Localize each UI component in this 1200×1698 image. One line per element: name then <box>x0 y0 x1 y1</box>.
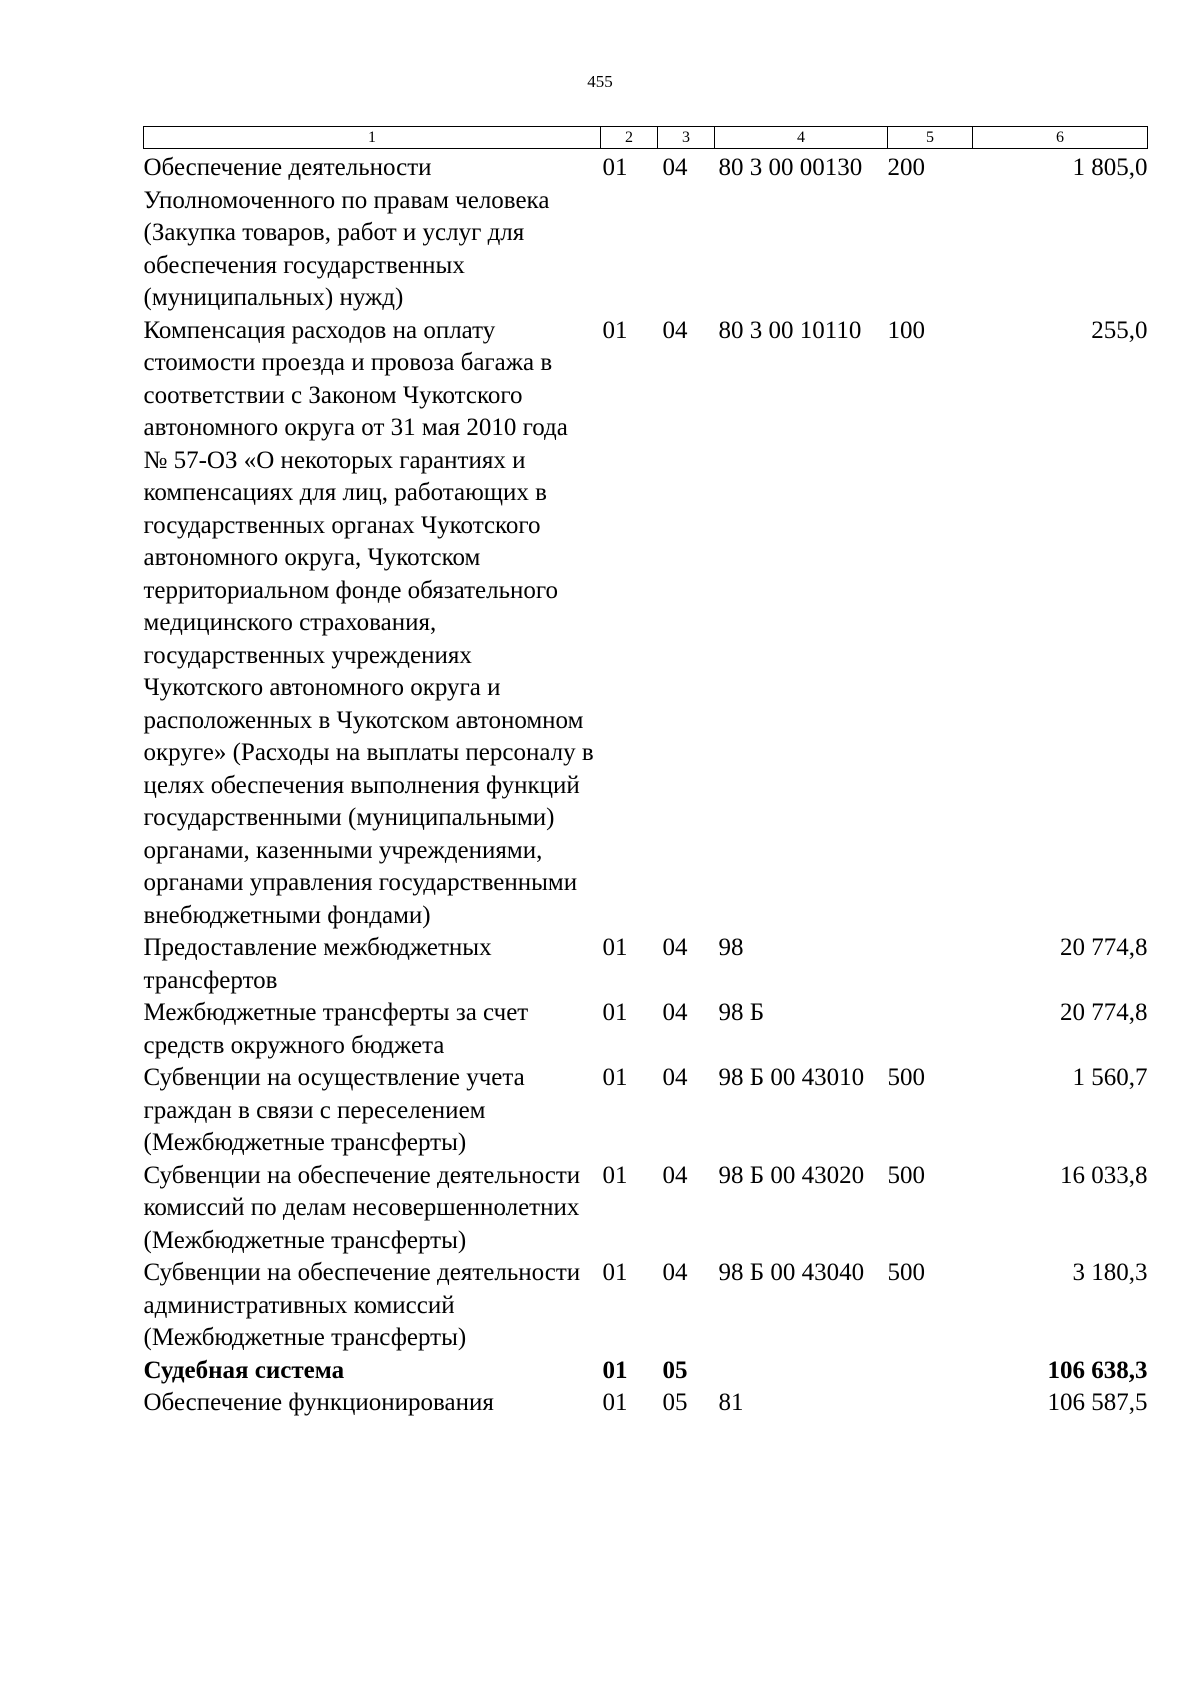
row-amount: 255,0 <box>1091 316 1148 344</box>
header-col-2: 2 <box>601 127 658 149</box>
table-row <box>144 1387 1148 1420</box>
row-amount: 106 638,3 <box>1047 1356 1148 1384</box>
row-name: Субвенции на обеспечение деятельности комиссий по делам несовершеннолетних (Межбюджетные трансферты) <box>143 1161 581 1254</box>
row-name: Обеспечение деятельности Уполномоченного по правам человека (Закупка товаров, работ и услуг для обеспечения государственных (муниципальных) нужд) <box>143 154 550 311</box>
row-subsection-code: 04 <box>662 1064 688 1091</box>
row-expense-type <box>888 1355 973 1388</box>
row-amount: 20 774,8 <box>1060 999 1148 1026</box>
budget-table <box>143 126 1148 1420</box>
table-row <box>144 315 1148 933</box>
header-col-5: 5 <box>888 127 973 149</box>
row-subsection-code: 05 <box>662 1356 688 1384</box>
row-expense-type: 500 <box>887 1259 925 1286</box>
row-expense-type <box>888 932 973 997</box>
table-row <box>144 1160 1148 1258</box>
row-section-code: 01 <box>602 1356 628 1384</box>
table-row <box>144 1257 1148 1355</box>
row-amount: 106 587,5 <box>1047 1389 1148 1416</box>
header-col-1: 1 <box>144 127 601 149</box>
row-section-code: 01 <box>602 154 628 181</box>
row-amount: 20 774,8 <box>1060 934 1148 961</box>
table-row <box>144 997 1148 1062</box>
row-name: Предоставление межбюджетных трансфертов <box>143 934 492 994</box>
row-subsection-code: 04 <box>662 934 688 961</box>
page-number: 455 <box>587 72 613 91</box>
header-col-3: 3 <box>658 127 715 149</box>
row-target-article: 80 3 00 10110 <box>718 316 862 344</box>
row-expense-type: 200 <box>887 154 925 181</box>
row-subsection-code: 04 <box>662 999 688 1026</box>
row-amount: 16 033,8 <box>1060 1161 1148 1189</box>
row-name: Межбюджетные трансферты за счет средств окружного бюджета <box>143 999 529 1059</box>
header-col-4: 4 <box>715 127 888 149</box>
row-target-article: 98 Б 00 43010 <box>718 1064 865 1091</box>
row-name: Обеспечение функционирования <box>143 1389 494 1416</box>
row-target-article: 98 <box>718 934 744 961</box>
header-col-6: 6 <box>973 127 1148 149</box>
row-target-article: 98 Б <box>718 999 765 1026</box>
row-target-article <box>715 1355 888 1388</box>
row-section-code: 01 <box>602 1259 628 1286</box>
table-row <box>144 1355 1148 1388</box>
row-subsection-code: 05 <box>662 1389 688 1416</box>
row-section-code: 01 <box>602 999 628 1026</box>
row-amount: 1 560,7 <box>1072 1064 1148 1091</box>
row-expense-type: 500 <box>887 1161 925 1189</box>
row-amount: 1 805,0 <box>1072 154 1148 181</box>
row-expense-type: 100 <box>887 316 925 344</box>
table-row <box>144 149 1148 315</box>
row-expense-type <box>888 997 973 1062</box>
row-section-code: 01 <box>602 1161 628 1189</box>
row-subsection-code: 04 <box>662 154 688 181</box>
table-row <box>144 1062 1148 1160</box>
row-subsection-code: 04 <box>662 1161 688 1189</box>
table-header <box>144 127 1148 149</box>
row-section-code: 01 <box>602 1389 628 1416</box>
row-section-code: 01 <box>602 1064 628 1091</box>
budget-table-container <box>143 126 1147 1420</box>
header-row <box>144 127 1148 149</box>
row-target-article: 80 3 00 00130 <box>718 154 863 181</box>
row-name: Компенсация расходов на оплату стоимости проезда и провоза багажа в соответствии с Законом Чукотского автономного округа от 31 мая 2010 года № 57-ОЗ «О некоторых гарантиях и компенсациях для лиц, работающих в государственных органах Чукотского автономного округа, Чукотском территориальном фонде обязательного медицинского страхования, государственных учреждениях Чукотского автономного округа и расположенных в Чукотском автономном округе» (Расходы на выплаты персоналу в целях обеспечения выполнения функций государственными (муниципальными) органами, казенными учреждениями, органами управления государственными внебюджетными фондами) <box>143 316 594 929</box>
row-subsection-code: 04 <box>662 316 688 344</box>
row-amount: 3 180,3 <box>1072 1259 1148 1286</box>
row-section-code: 01 <box>602 316 628 344</box>
row-expense-type <box>888 1387 973 1420</box>
row-target-article: 81 <box>718 1389 744 1416</box>
table-body <box>144 149 1148 1420</box>
row-name: Субвенции на обеспечение деятельности административных комиссий (Межбюджетные трансферты) <box>143 1259 581 1351</box>
row-expense-type: 500 <box>887 1064 925 1091</box>
row-subsection-code: 04 <box>662 1259 688 1286</box>
row-name: Субвенции на осуществление учета граждан в связи с переселением (Межбюджетные трансферты) <box>143 1064 525 1156</box>
row-target-article: 98 Б 00 43040 <box>718 1259 865 1286</box>
row-name: Судебная система <box>143 1356 345 1384</box>
table-row <box>144 932 1148 997</box>
row-section-code: 01 <box>602 934 628 961</box>
row-target-article: 98 Б 00 43020 <box>718 1161 865 1189</box>
